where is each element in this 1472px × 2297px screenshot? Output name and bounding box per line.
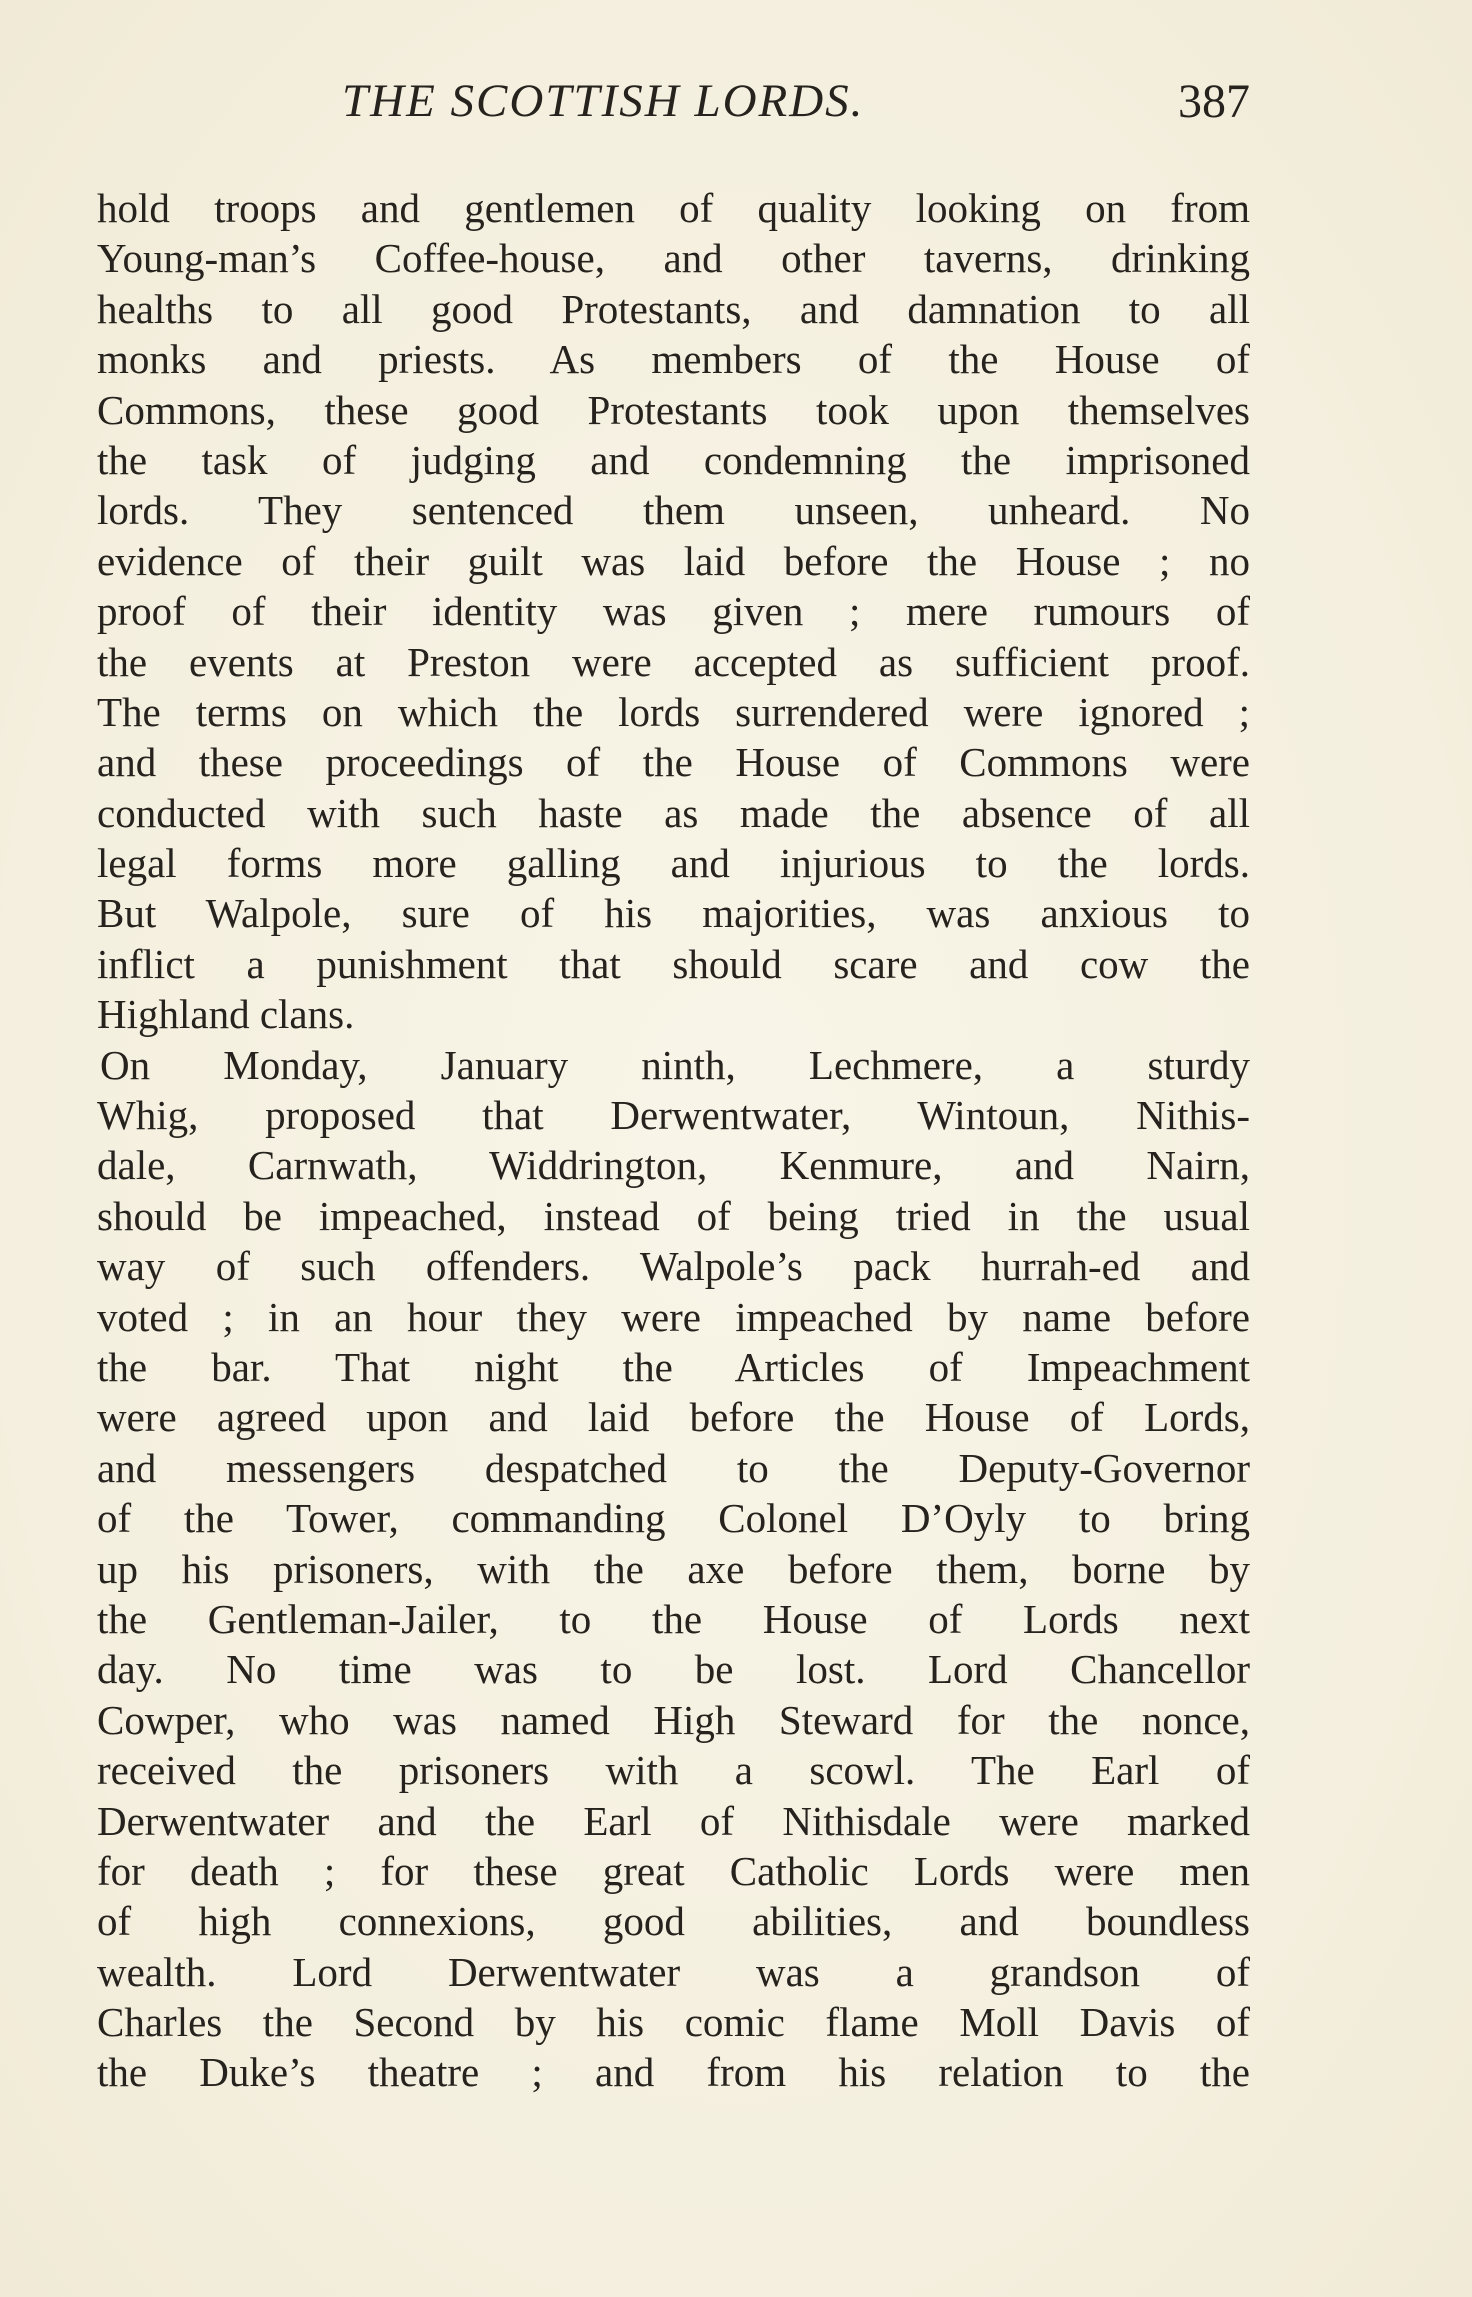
text-line: and these proceedings of the House of Commons were bbox=[97, 739, 1250, 786]
text-line: Young-man’s Coffee-house, and other taverns, drinking bbox=[97, 235, 1250, 282]
text-line: the Gentleman-Jailer, to the House of Lords next bbox=[97, 1595, 1250, 1642]
text-line: of high connexions, good abilities, and boundless bbox=[97, 1898, 1250, 1945]
text-line: wealth. Lord Derwentwater was a grandson of bbox=[97, 1948, 1250, 1995]
text-line: lords. They sentenced them unseen, unheard. No bbox=[97, 487, 1250, 534]
text-line: the task of judging and condemning the imprisoned bbox=[97, 436, 1250, 483]
text-line: But Walpole, sure of his majorities, was anxious to bbox=[97, 890, 1250, 937]
text-line: Whig, proposed that Derwentwater, Wintoun, Nithis- bbox=[97, 1092, 1250, 1139]
text-line: dale, Carnwath, Widdrington, Kenmure, and Nairn, bbox=[97, 1142, 1250, 1189]
page-number: 387 bbox=[1178, 75, 1250, 128]
text-line: Commons, these good Protestants took upon themselves bbox=[97, 386, 1250, 433]
text-line: the bar. That night the Articles of Impeachment bbox=[97, 1343, 1250, 1390]
text-line: Highland clans. bbox=[97, 991, 355, 1038]
text-line: healths to all good Protestants, and damnation to all bbox=[97, 285, 1250, 332]
text-line: On Monday, January ninth, Lechmere, a sturdy bbox=[100, 1041, 1250, 1088]
text-line: the events at Preston were accepted as sufficient proof. bbox=[97, 638, 1250, 685]
text-line: up his prisoners, with the axe before them, borne by bbox=[97, 1545, 1250, 1592]
text-line: hold troops and gentlemen of quality looking on from bbox=[97, 185, 1250, 231]
text-line: proof of their identity was given ; mere rumours of bbox=[97, 588, 1250, 635]
text-line: the Duke’s theatre ; and from his relation to the bbox=[97, 2049, 1250, 2096]
text-line: of the Tower, commanding Colonel D’Oyly to bring bbox=[97, 1495, 1250, 1542]
text-line: Charles the Second by his comic flame Moll Davis of bbox=[97, 1999, 1250, 2046]
running-head bbox=[97, 70, 1250, 140]
text-line: Derwentwater and the Earl of Nithisdale were marked bbox=[97, 1797, 1250, 1844]
text-line: voted ; in an hour they were impeached by name before bbox=[97, 1293, 1250, 1340]
text-line: for death ; for these great Catholic Lords were men bbox=[97, 1847, 1250, 1894]
text-line: legal forms more galling and injurious to the lords. bbox=[97, 840, 1250, 887]
text-line: were agreed upon and laid before the House of Lords, bbox=[97, 1394, 1250, 1441]
text-line: The terms on which the lords surrendered were ignored ; bbox=[97, 688, 1250, 735]
text-line: conducted with such haste as made the absence of all bbox=[97, 789, 1250, 836]
text-line: monks and priests. As members of the House of bbox=[97, 336, 1250, 383]
body-text bbox=[97, 183, 1250, 2123]
text-line: received the prisoners with a scowl. The Earl of bbox=[97, 1747, 1250, 1794]
text-line: evidence of their guilt was laid before the House ; no bbox=[97, 537, 1250, 584]
running-title: THE SCOTTISH LORDS. bbox=[342, 75, 865, 127]
text-line: Cowper, who was named High Steward for the nonce, bbox=[97, 1696, 1250, 1743]
text-line: way of such offenders. Walpole’s pack hurrah-ed and bbox=[97, 1243, 1250, 1290]
text-line: inflict a punishment that should scare and cow the bbox=[97, 940, 1250, 987]
text-line: day. No time was to be lost. Lord Chancellor bbox=[97, 1646, 1250, 1693]
text-line: should be impeached, instead of being tried in the usual bbox=[97, 1192, 1250, 1239]
text-line: and messengers despatched to the Deputy-Governor bbox=[97, 1444, 1250, 1491]
